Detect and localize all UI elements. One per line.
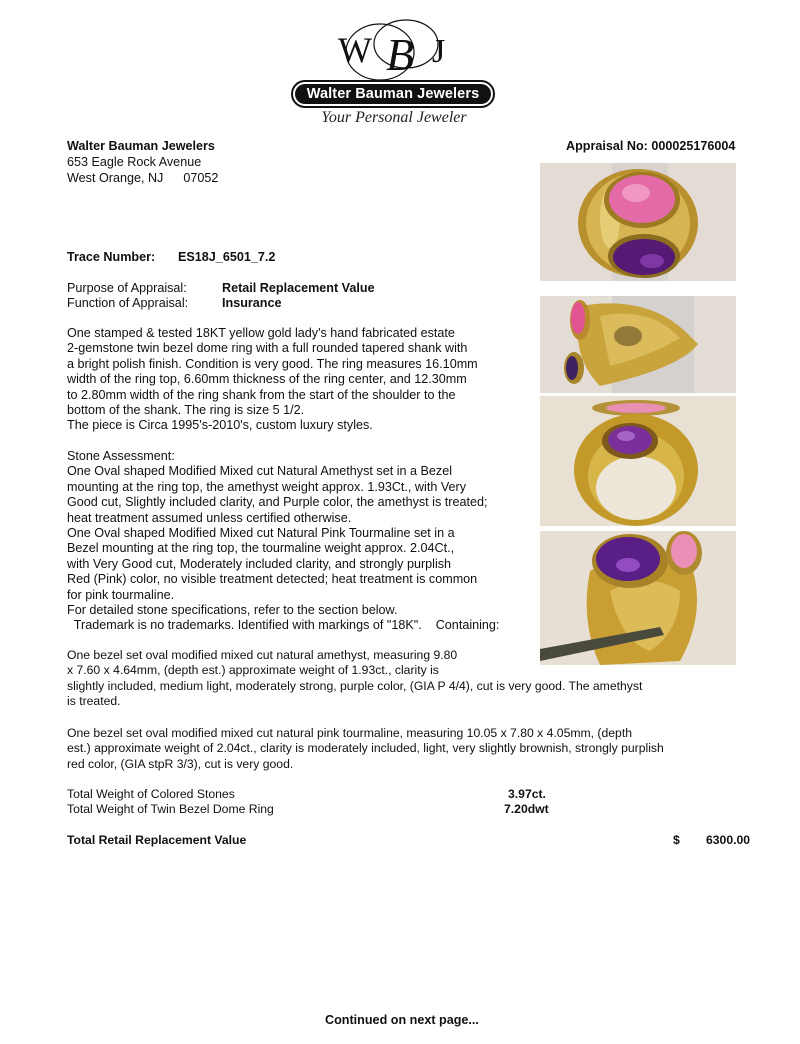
business-city-state (67, 171, 218, 186)
ring-photo-angled-view (540, 531, 736, 665)
description-line: to 2.80mm width of the ring shank from the start of the shoulder to the (67, 387, 456, 402)
stone-assessment-line: for pink tourmaline. (67, 587, 175, 602)
function-label: Function of Appraisal: (67, 296, 189, 310)
appraisal-number (566, 139, 735, 154)
item-description (67, 326, 478, 434)
business-address: 653 Eagle Rock Avenue (67, 155, 202, 169)
total-ring-weight-label: Total Weight of Twin Bezel Dome Ring (67, 802, 274, 816)
logo-banner-text: Walter Bauman Jewelers (295, 84, 491, 104)
description-line: The piece is Circa 1995's-2010's, custom luxury styles. (67, 418, 373, 433)
total-stones-value: 3.97ct. (508, 787, 546, 801)
ring-photo-shank-view (540, 396, 736, 526)
business-name: Walter Bauman Jewelers (67, 139, 215, 153)
amethyst-detail-line: x 7.60 x 4.64mm, (depth est.) approximate weight of 1.93ct., clarity is (67, 663, 439, 678)
tourmaline-details (67, 726, 664, 772)
stone-assessment (67, 449, 499, 634)
stone-assessment-line: One Oval shaped Modified Mixed cut Natural Amethyst set in a Bezel (67, 464, 453, 479)
purpose-value: Retail Replacement Value (222, 281, 375, 295)
appraisal-number-label: Appraisal No: (566, 139, 648, 153)
stone-assessment-line: Good cut, Slightly included clarity, and Purple color, the amethyst is treated; (67, 495, 488, 510)
stone-assessment-heading: Stone Assessment: (67, 449, 175, 463)
stone-assessment-line: mounting at the ring top, the amethyst weight approx. 1.93Ct., with Very (67, 479, 467, 494)
svg-text:W: W (338, 30, 372, 70)
purpose-label: Purpose of Appraisal: (67, 281, 187, 295)
logo-banner (291, 80, 495, 108)
appraisal-number-value: 000025176004 (651, 139, 736, 153)
logo-tagline: Your Personal Jeweler (321, 109, 467, 126)
trace-number-value: ES18J_6501_7.2 (178, 250, 276, 264)
total-value-label: Total Retail Replacement Value (67, 833, 247, 847)
currency-symbol: $ (673, 833, 680, 847)
amethyst-detail-line: slightly included, medium light, moderately strong, purple color, (GIA P 4/4), cut is very good. The amethyst (67, 678, 643, 693)
stone-assessment-line: One Oval shaped Modified Mixed cut Natural Pink Tourmaline set in a (67, 526, 455, 541)
ring-photo-side-view (540, 296, 736, 393)
amethyst-detail-line: One bezel set oval modified mixed cut natural amethyst, measuring 9.80 (67, 648, 458, 662)
trace-number-label: Trace Number: (67, 250, 156, 264)
stone-assessment-line: with Very Good cut, Moderately included clarity, and strongly purplish (67, 556, 452, 571)
svg-text:B: B (386, 29, 415, 80)
zip-code: 07052 (183, 171, 219, 185)
description-line: 2-gemstone twin bezel dome ring with a full rounded tapered shank with (67, 341, 468, 356)
total-stones-label: Total Weight of Colored Stones (67, 787, 235, 801)
city-state: West Orange, NJ (67, 171, 164, 185)
stone-assessment-line: Red (Pink) color, no visible treatment detected; heat treatment is common (67, 572, 478, 587)
company-logo (288, 18, 500, 130)
stone-assessment-line: heat treatment assumed unless certified otherwise. (67, 510, 352, 525)
tourmaline-detail-line: red color, (GIA stpR 3/3), cut is very good. (67, 756, 294, 771)
total-value-amount: 6300.00 (706, 833, 751, 847)
stone-assessment-line: Trademark is no trademarks. Identified with markings of "18K". Containing: (67, 618, 500, 633)
wbj-monogram-icon (328, 18, 460, 82)
stone-assessment-line: For detailed stone specifications, refer to the section below. (67, 603, 398, 618)
amethyst-detail-line: is treated. (67, 694, 121, 709)
ring-photo-top-view (540, 163, 736, 281)
svg-text:J: J (432, 33, 446, 70)
tourmaline-detail-line: One bezel set oval modified mixed cut natural pink tourmaline, measuring 10.05 x 7.80 x 4.05mm, (depth (67, 726, 632, 740)
continued-notice: Continued on next page... (325, 1013, 479, 1027)
total-ring-weight-value: 7.20dwt (504, 802, 549, 816)
tourmaline-detail-line: est.) approximate weight of 2.04ct., clarity is moderately included, light, very slightly brownish, strongly purplish (67, 741, 664, 756)
description-line: One stamped & tested 18KT yellow gold lady's hand fabricated estate (67, 326, 455, 340)
description-line: bottom of the shank. The ring is size 5 1/2. (67, 403, 305, 418)
description-line: width of the ring top, 6.60mm thickness of the ring center, and 12.30mm (67, 372, 467, 387)
description-line: a bright polish finish. Condition is very good. The ring measures 16.10mm (67, 356, 478, 371)
stone-assessment-line: Bezel mounting at the ring top, the tourmaline weight approx. 2.04Ct., (67, 541, 455, 556)
function-value: Insurance (222, 296, 282, 310)
